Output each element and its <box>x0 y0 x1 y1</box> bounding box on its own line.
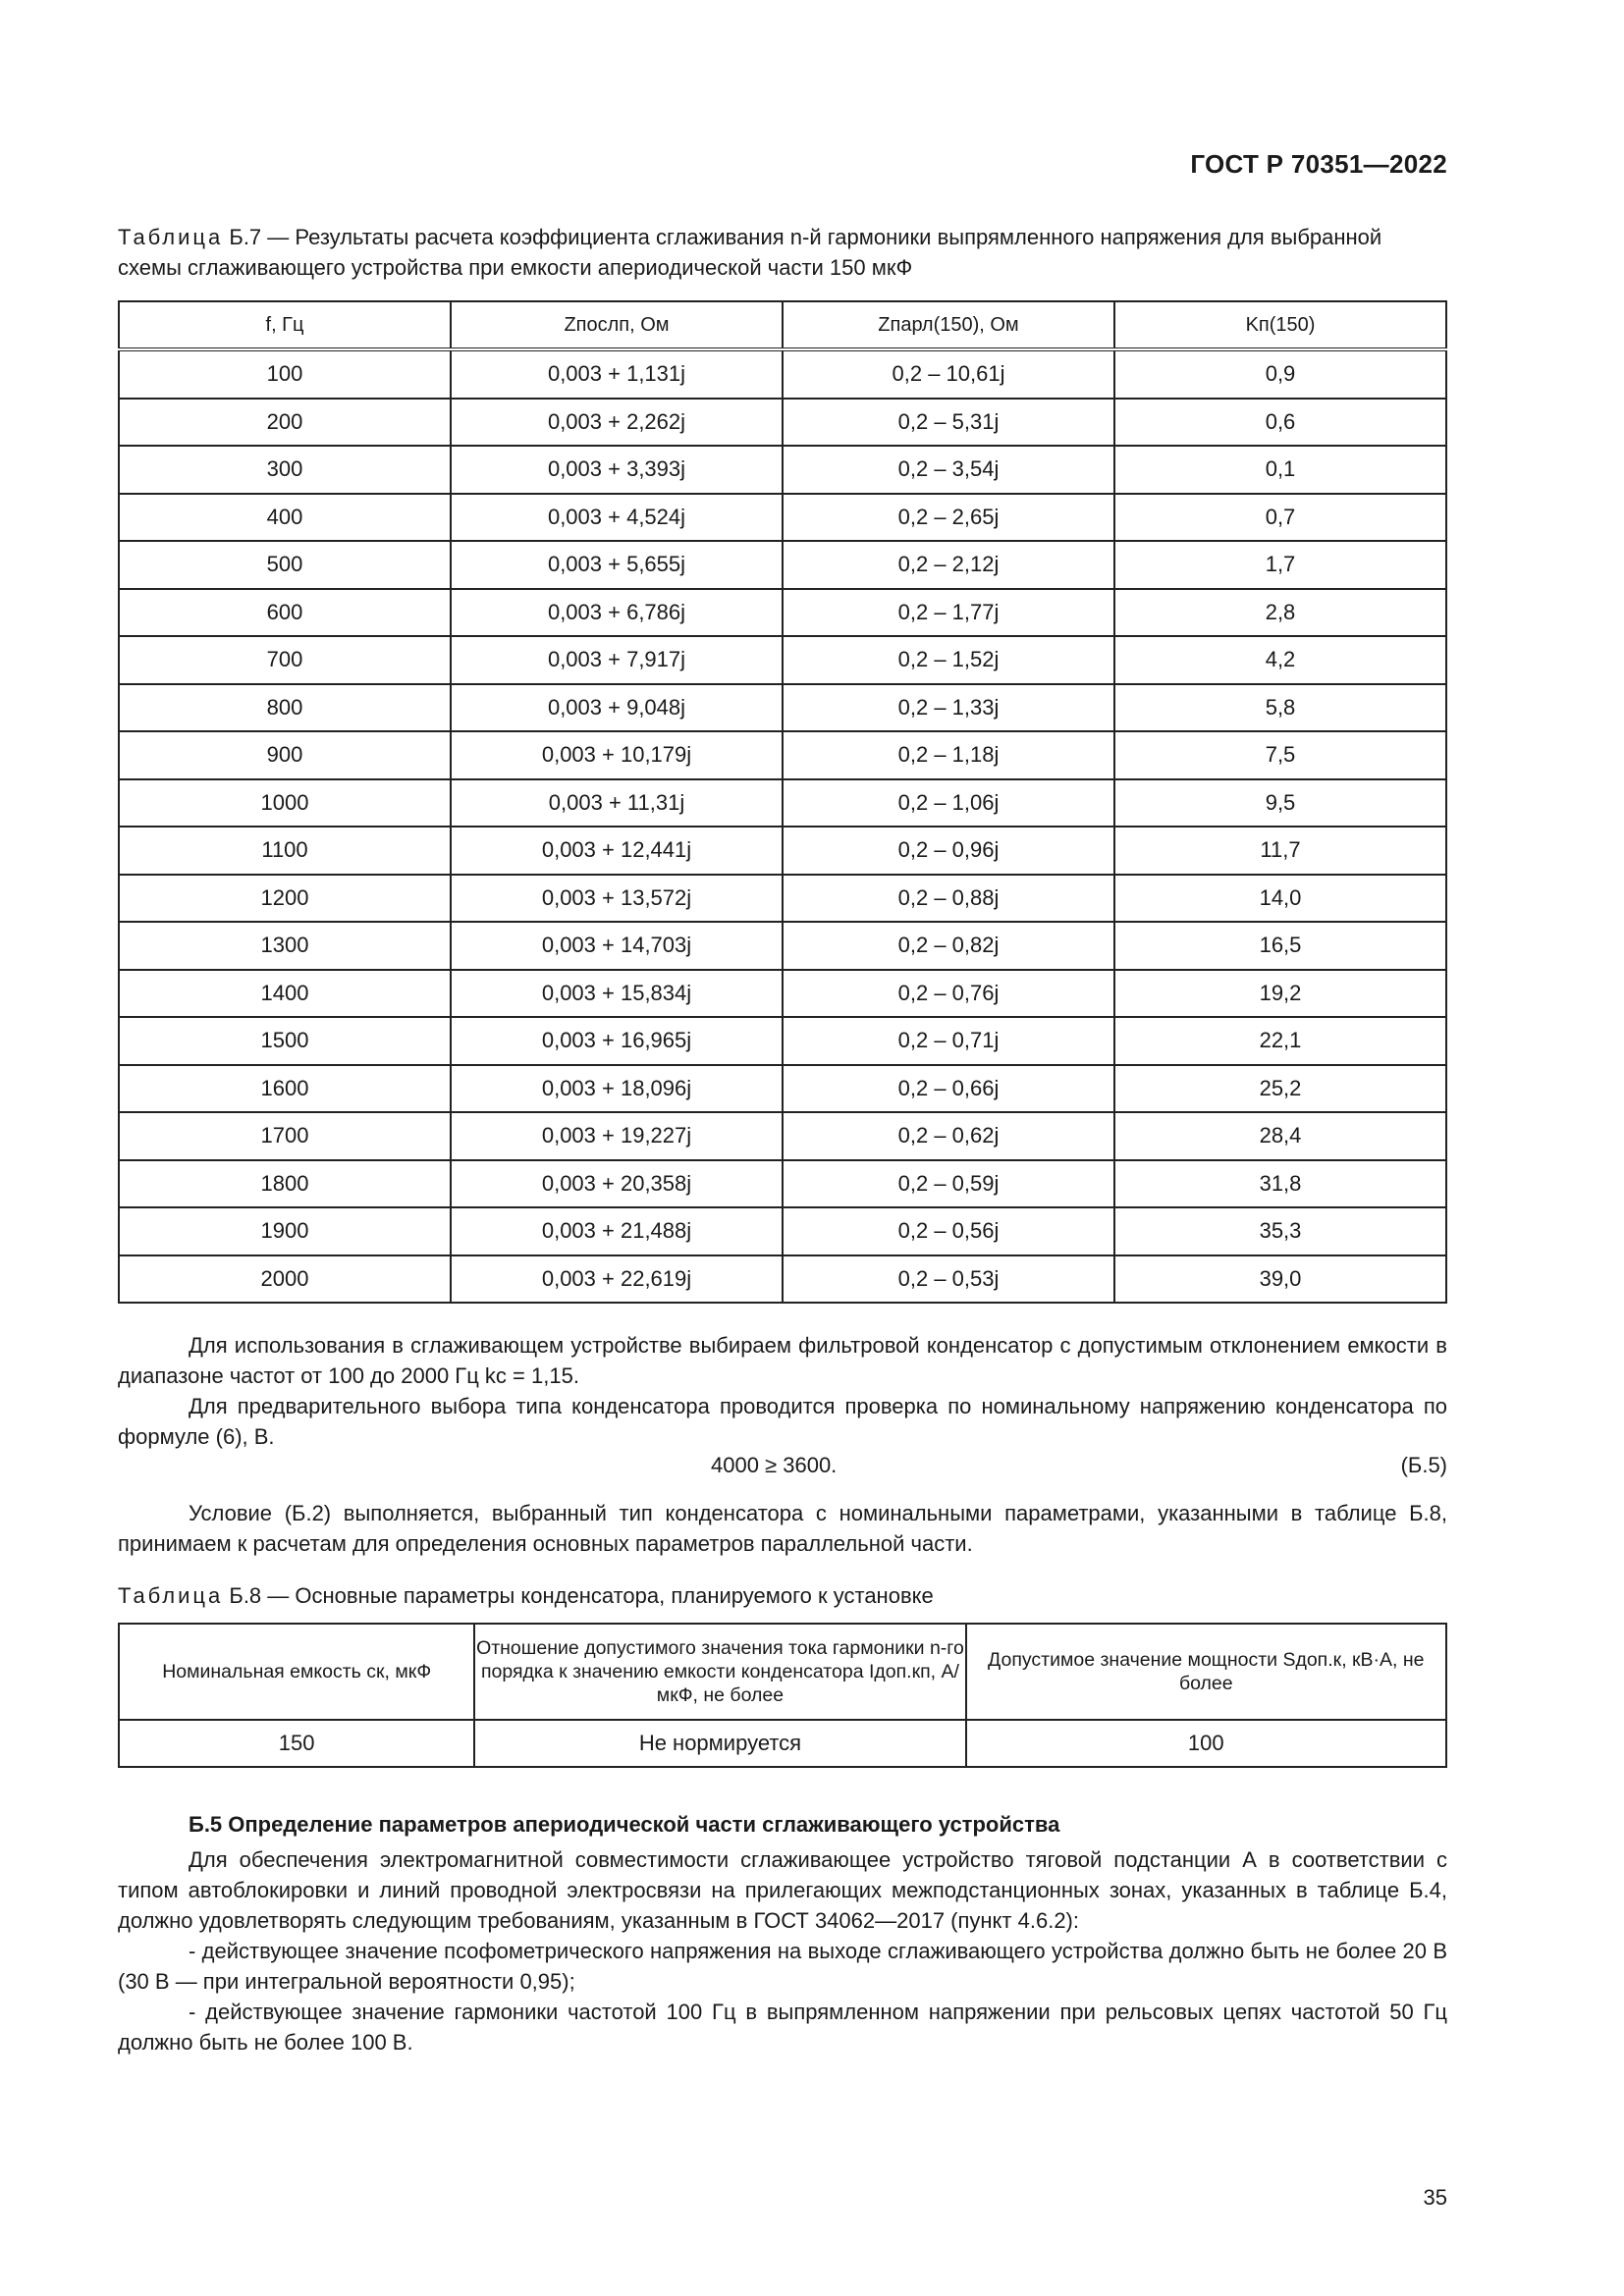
table-cell: 150 <box>119 1720 474 1767</box>
table-caption-text: Б.7 — Результаты расчета коэффициента сглаживания n-й гармоники выпрямленного напряжения для выбранной схемы сглаживающего устройства при емкости апериодической части 150 мкФ <box>118 225 1382 280</box>
column-header: Номинальная емкость cк, мкФ <box>119 1624 474 1720</box>
table-cell: 0,003 + 12,441j <box>451 827 783 875</box>
table-cell: 0,003 + 13,572j <box>451 875 783 923</box>
formula-number: (Б.5) <box>1400 1453 1447 1477</box>
paragraph: Для предварительного выбора типа конденсатора проводится проверка по номинальному напряжению конденсатора по формуле (6), В. <box>118 1394 1447 1449</box>
table-header-row <box>119 1624 1446 1720</box>
table-cell: 0,003 + 4,524j <box>451 494 783 542</box>
table-cell: 2,8 <box>1114 589 1446 637</box>
column-header: Zпослп, Ом <box>451 301 783 349</box>
table-cell: 19,2 <box>1114 970 1446 1018</box>
table-cell: 0,2 – 1,33j <box>783 684 1114 732</box>
table-row <box>119 1207 1446 1255</box>
table-caption-text: Б.8 — Основные параметры конденсатора, планируемого к установке <box>223 1583 934 1608</box>
table-row <box>119 827 1446 875</box>
table-cell: 31,8 <box>1114 1160 1446 1208</box>
table-cell: 900 <box>119 731 451 779</box>
table-row <box>119 1065 1446 1113</box>
table-cell: 0,003 + 18,096j <box>451 1065 783 1113</box>
table-cell: 1700 <box>119 1112 451 1160</box>
document-page <box>118 0 1447 2296</box>
table-cell: 0,2 – 10,61j <box>783 349 1114 399</box>
formula-expression: 4000 ≥ 3600. <box>711 1453 838 1477</box>
table-cell: 2000 <box>119 1255 451 1304</box>
table-cell: 4,2 <box>1114 636 1446 684</box>
table-cell: 0,2 – 0,88j <box>783 875 1114 923</box>
table-cell: 0,2 – 1,18j <box>783 731 1114 779</box>
table-cell: 22,1 <box>1114 1017 1446 1065</box>
table-cell: 0,003 + 11,31j <box>451 779 783 828</box>
paragraph: Для использования в сглаживающем устройстве выбираем фильтровой конденсатор с допустимым отклонением емкости в диапазоне частот от 100 до 2000 Гц kс = 1,15. <box>118 1333 1447 1388</box>
table-cell: 0,2 – 1,06j <box>783 779 1114 828</box>
table-cell: 0,003 + 5,655j <box>451 541 783 589</box>
table-cell: 1400 <box>119 970 451 1018</box>
table-cell: 0,2 – 1,52j <box>783 636 1114 684</box>
table-cell: 39,0 <box>1114 1255 1446 1304</box>
table-cell: 0,2 – 0,62j <box>783 1112 1114 1160</box>
table-cell: 0,2 – 0,66j <box>783 1065 1114 1113</box>
table-cell: 5,8 <box>1114 684 1446 732</box>
table-cell: 0,2 – 5,31j <box>783 399 1114 447</box>
table-cell: 0,7 <box>1114 494 1446 542</box>
table-cell: 0,2 – 0,71j <box>783 1017 1114 1065</box>
table-cell: 0,003 + 19,227j <box>451 1112 783 1160</box>
column-header: Отношение допустимого значения тока гармоники n-го порядка к значению емкости конденсатора Iдоп.кп, А/мкФ, не более <box>474 1624 965 1720</box>
table-cell: 0,003 + 10,179j <box>451 731 783 779</box>
table-row <box>119 349 1446 399</box>
paragraph: - действующее значение гармоники частотой 100 Гц в выпрямленном напряжении при рельсовых цепях частотой 50 Гц должно быть не более 100 В. <box>118 2000 1447 2055</box>
table-row <box>119 589 1446 637</box>
table-cell: 0,003 + 20,358j <box>451 1160 783 1208</box>
table-b8 <box>118 1623 1447 1768</box>
paragraph: - действующее значение псофометрического напряжения на выходе сглаживающего устройства должно быть не более 20 В (30 В — при интегральной вероятности 0,95); <box>118 1939 1447 1994</box>
table-row <box>119 399 1446 447</box>
table-cell: 0,003 + 6,786j <box>451 589 783 637</box>
table-row <box>119 970 1446 1018</box>
table-cell: 0,2 – 0,76j <box>783 970 1114 1018</box>
table-cell: 0,2 – 3,54j <box>783 446 1114 494</box>
table-cell: Не нормируется <box>474 1720 965 1767</box>
table-label: Таблица <box>118 225 224 249</box>
table-cell: 7,5 <box>1114 731 1446 779</box>
table-cell: 35,3 <box>1114 1207 1446 1255</box>
table-row <box>119 494 1446 542</box>
table-b8-caption <box>118 1580 1447 1611</box>
table-cell: 400 <box>119 494 451 542</box>
table-cell: 0,003 + 15,834j <box>451 970 783 1018</box>
table-cell: 100 <box>966 1720 1446 1767</box>
table-cell: 0,9 <box>1114 349 1446 399</box>
column-header: f, Гц <box>119 301 451 349</box>
table-cell: 1200 <box>119 875 451 923</box>
table-cell: 1600 <box>119 1065 451 1113</box>
table-cell: 700 <box>119 636 451 684</box>
table-row <box>119 875 1446 923</box>
table-cell: 25,2 <box>1114 1065 1446 1113</box>
table-row <box>119 636 1446 684</box>
table-cell: 1000 <box>119 779 451 828</box>
table-cell: 0,003 + 16,965j <box>451 1017 783 1065</box>
table-cell: 1500 <box>119 1017 451 1065</box>
column-header: Kп(150) <box>1114 301 1446 349</box>
table-cell: 1300 <box>119 922 451 970</box>
table-header-row <box>119 301 1446 349</box>
table-b7 <box>118 300 1447 1304</box>
table-b7-caption <box>118 222 1447 283</box>
table-cell: 0,2 – 0,59j <box>783 1160 1114 1208</box>
table-cell: 1900 <box>119 1207 451 1255</box>
table-cell: 0,003 + 1,131j <box>451 349 783 399</box>
table-cell: 0,003 + 14,703j <box>451 922 783 970</box>
document-id: ГОСТ Р 70351—2022 <box>1190 149 1447 179</box>
table-cell: 0,003 + 21,488j <box>451 1207 783 1255</box>
paragraph: Условие (Б.2) выполняется, выбранный тип конденсатора с номинальными параметрами, указанными в таблице Б.8, принимаем к расчетам для определения основных параметров параллельной части. <box>118 1501 1447 1556</box>
table-row <box>119 922 1446 970</box>
paragraph: Для обеспечения электромагнитной совместимости сглаживающее устройство тяговой подстанции А в соответствии с типом автоблокировки и линий проводной электросвязи на прилегающих межподстанционных зонах, указанных в таблице Б.4, должно удовлетворять следующим требованиям, указанным в ГОСТ 34062—2017 (пункт 4.6.2): <box>118 1847 1447 1933</box>
table-cell: 0,003 + 3,393j <box>451 446 783 494</box>
table-row <box>119 1112 1446 1160</box>
table-cell: 16,5 <box>1114 922 1446 970</box>
table-cell: 28,4 <box>1114 1112 1446 1160</box>
table-cell: 300 <box>119 446 451 494</box>
table-cell: 14,0 <box>1114 875 1446 923</box>
page-number: 35 <box>1423 2185 1447 2210</box>
table-cell: 0,2 – 0,53j <box>783 1255 1114 1304</box>
table-cell: 0,003 + 7,917j <box>451 636 783 684</box>
column-header: Zпарл(150), Ом <box>783 301 1114 349</box>
table-label: Таблица <box>118 1583 224 1608</box>
table-cell: 600 <box>119 589 451 637</box>
table-cell: 0,2 – 2,65j <box>783 494 1114 542</box>
table-cell: 1800 <box>119 1160 451 1208</box>
table-row <box>119 1017 1446 1065</box>
table-cell: 0,2 – 1,77j <box>783 589 1114 637</box>
table-cell: 9,5 <box>1114 779 1446 828</box>
section-heading: Б.5 Определение параметров апериодической части сглаживающего устройства <box>189 1812 1060 1837</box>
table-cell: 800 <box>119 684 451 732</box>
column-header: Допустимое значение мощности Sдоп.к, кВ·А, не более <box>966 1624 1446 1720</box>
table-cell: 0,003 + 2,262j <box>451 399 783 447</box>
table-row <box>119 446 1446 494</box>
table-row <box>119 684 1446 732</box>
table-cell: 0,2 – 0,96j <box>783 827 1114 875</box>
table-cell: 500 <box>119 541 451 589</box>
table-row <box>119 731 1446 779</box>
table-cell: 0,003 + 9,048j <box>451 684 783 732</box>
table-cell: 11,7 <box>1114 827 1446 875</box>
table-row <box>119 1255 1446 1304</box>
table-cell: 0,6 <box>1114 399 1446 447</box>
table-cell: 0,2 – 0,56j <box>783 1207 1114 1255</box>
table-row <box>119 779 1446 828</box>
table-cell: 1,7 <box>1114 541 1446 589</box>
table-cell: 0,2 – 0,82j <box>783 922 1114 970</box>
table-cell: 0,1 <box>1114 446 1446 494</box>
table-cell: 0,003 + 22,619j <box>451 1255 783 1304</box>
table-cell: 0,2 – 2,12j <box>783 541 1114 589</box>
table-row <box>119 1720 1446 1767</box>
table-cell: 100 <box>119 349 451 399</box>
table-b7-body <box>119 349 1446 1303</box>
table-row <box>119 1160 1446 1208</box>
table-cell: 1100 <box>119 827 451 875</box>
table-row <box>119 541 1446 589</box>
table-cell: 200 <box>119 399 451 447</box>
